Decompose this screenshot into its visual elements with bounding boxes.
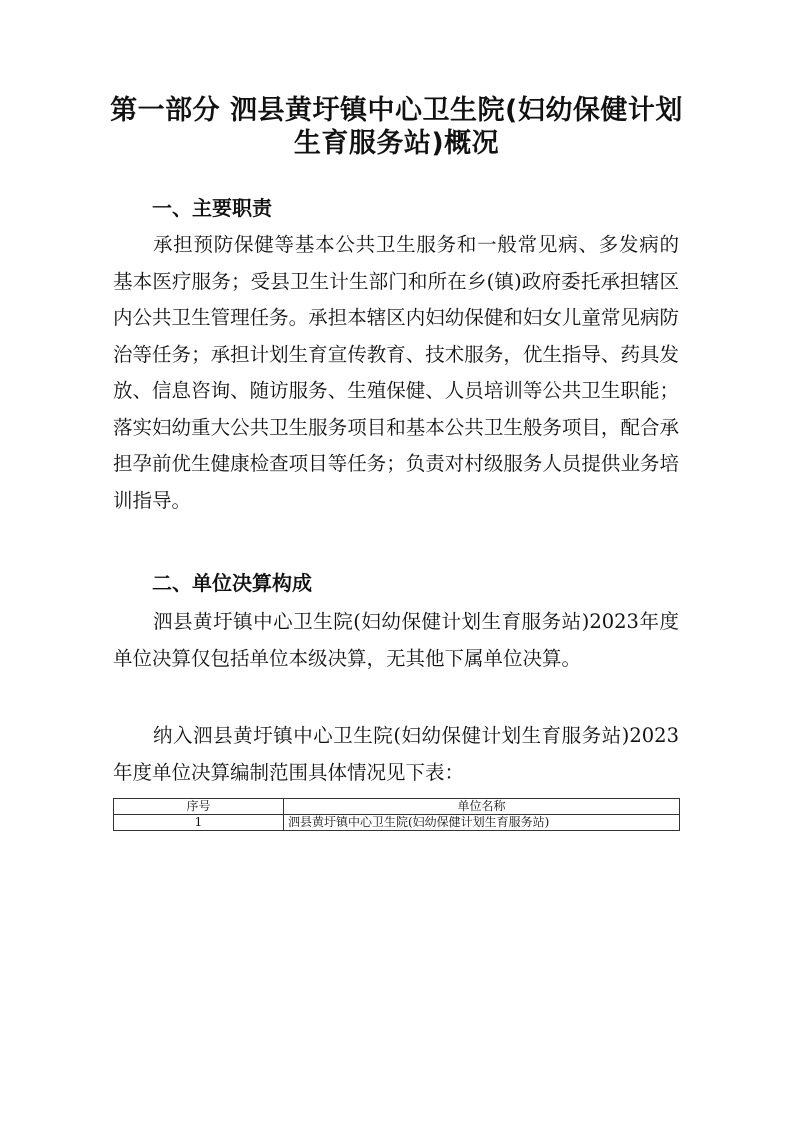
scope-paragraph: 纳入泗县黄圩镇中心卫生院(妇幼保健计划生育服务站)2023年度单位决算编制范围具体情况见下表：	[113, 724, 679, 784]
section-heading-composition: 二、单位决算构成	[152, 571, 312, 595]
page-title: 第一部分 泗县黄圩镇中心卫生院(妇幼保健计划生育服务站)概况	[110, 95, 683, 159]
table-row	[114, 815, 680, 831]
cell-index: 1	[114, 815, 284, 831]
column-header-index: 序号	[114, 799, 284, 815]
unit-table	[113, 798, 680, 831]
duties-paragraph: 承担预防保健等基本公共卫生服务和一般常见病、多发病的基本医疗服务；受县卫生计生部门和所在乡(镇)政府委托承担辖区内公共卫生管理任务。承担本辖区内妇幼保健和妇女儿童常见病防治等任务；承担计划生育宣传教育、技术服务，优生指导、药具发放、信息咨询、随访服务、生殖保健、人员培训等公共卫生职能；落实妇幼重大公共卫生服务项目和基本公共卫生般务项目，配合承担孕前优生健康检查项目等任务；负责对村级服务人员提供业务培训指导。	[113, 233, 679, 512]
cell-unit-name: 泗县黄圩镇中心卫生院(妇幼保健计划生育服务站)	[284, 815, 680, 831]
column-header-unit-name: 单位名称	[284, 799, 680, 815]
table-header-row	[114, 799, 680, 815]
section-heading-duties: 一、主要职责	[152, 196, 272, 220]
composition-paragraph: 泗县黄圩镇中心卫生院(妇幼保健计划生育服务站)2023年度单位决算仅包括单位本级决算，无其他下属单位决算。	[113, 610, 679, 670]
